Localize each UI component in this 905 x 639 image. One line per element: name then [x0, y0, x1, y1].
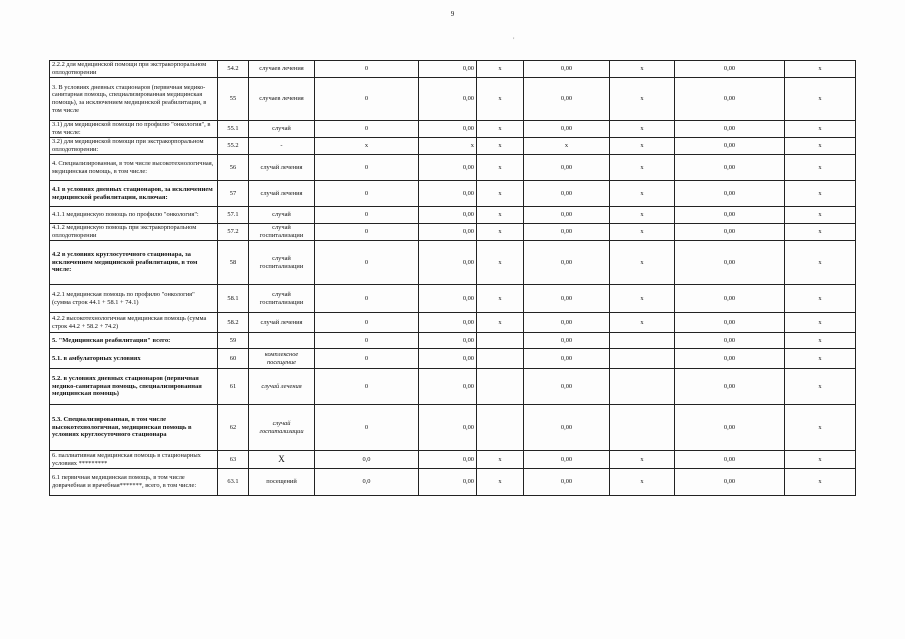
row-name: 4.2.1 медицинская помощь по профилю "онкология" (сумма строк 44.1 + 58.1 + 74.1): [50, 285, 218, 313]
row-value-6: 0,00: [675, 121, 785, 138]
row-value-4: 0,00: [524, 369, 610, 405]
row-name: 6. паллиативная медицинская помощь в стационарных условиях *********: [50, 451, 218, 469]
row-value-1: 0: [315, 349, 419, 369]
row-value-4: 0,00: [524, 405, 610, 451]
row-unit: случай лечения: [249, 155, 315, 181]
row-unit: случай госпитализации: [249, 224, 315, 241]
row-value-3: х: [477, 61, 524, 78]
row-value-1: 0: [315, 285, 419, 313]
row-value-3: х: [477, 78, 524, 121]
row-value-4: 0,00: [524, 285, 610, 313]
table-row: [50, 349, 856, 369]
row-unit: случай госпитализации: [249, 405, 315, 451]
row-name: 4. Специализированная, в том числе высокотехнологичная, медицинская помощь, в том числе:: [50, 155, 218, 181]
row-value-7: х: [785, 207, 856, 224]
row-value-5: х: [610, 469, 675, 496]
row-value-7: х: [785, 181, 856, 207]
row-value-2: 0,00: [419, 469, 477, 496]
row-value-2: 0,00: [419, 451, 477, 469]
row-code: 60: [218, 349, 249, 369]
row-name: 5.1. в амбулаторных условиях: [50, 349, 218, 369]
row-value-2: 0,00: [419, 155, 477, 181]
row-value-4: 0,00: [524, 121, 610, 138]
row-value-5: х: [610, 181, 675, 207]
row-code: 61: [218, 369, 249, 405]
row-unit: случай: [249, 121, 315, 138]
row-value-6: 0,00: [675, 313, 785, 333]
row-value-6: 0,00: [675, 469, 785, 496]
row-value-3: [477, 369, 524, 405]
row-value-1: 0: [315, 405, 419, 451]
row-value-6: 0,00: [675, 451, 785, 469]
row-code: 63.1: [218, 469, 249, 496]
table-row: [50, 405, 856, 451]
row-name: 4.2 в условиях круглосуточного стационара, за исключением медицинской реабилитации, в том числе:: [50, 241, 218, 285]
row-value-2: 0,00: [419, 121, 477, 138]
row-value-3: х: [477, 313, 524, 333]
row-value-4: 0,00: [524, 224, 610, 241]
row-value-6: 0,00: [675, 224, 785, 241]
row-value-3: [477, 333, 524, 349]
row-value-6: 0,00: [675, 207, 785, 224]
row-code: 57: [218, 181, 249, 207]
row-code: 54.2: [218, 61, 249, 78]
row-value-1: 0,0: [315, 451, 419, 469]
row-code: 58.2: [218, 313, 249, 333]
row-value-3: [477, 405, 524, 451]
row-code: 63: [218, 451, 249, 469]
row-value-5: х: [610, 207, 675, 224]
row-value-7: х: [785, 285, 856, 313]
row-value-7: х: [785, 61, 856, 78]
row-value-5: [610, 349, 675, 369]
row-value-2: 0,00: [419, 207, 477, 224]
row-value-7: х: [785, 405, 856, 451]
table-row: [50, 369, 856, 405]
row-value-6: 0,00: [675, 405, 785, 451]
row-value-1: 0: [315, 224, 419, 241]
row-value-7: х: [785, 121, 856, 138]
row-value-1: 0,0: [315, 469, 419, 496]
row-value-4: 0,00: [524, 313, 610, 333]
row-value-2: 0,00: [419, 349, 477, 369]
row-value-6: 0,00: [675, 285, 785, 313]
row-value-6: 0,00: [675, 61, 785, 78]
row-value-2: 0,00: [419, 405, 477, 451]
row-unit: случай госпитализации: [249, 241, 315, 285]
row-value-2: 0,00: [419, 313, 477, 333]
row-value-3: х: [477, 241, 524, 285]
row-value-3: х: [477, 224, 524, 241]
row-value-5: [610, 369, 675, 405]
page-number: 9: [450, 10, 455, 18]
row-value-5: х: [610, 313, 675, 333]
row-value-7: х: [785, 333, 856, 349]
row-code: 55.1: [218, 121, 249, 138]
row-value-6: 0,00: [675, 155, 785, 181]
row-name: 4.1.2 медицинскую помощь при экстракорпоральном оплодотворении: [50, 224, 218, 241]
row-value-4: х: [524, 138, 610, 155]
row-value-4: 0,00: [524, 61, 610, 78]
row-value-2: х: [419, 138, 477, 155]
row-value-2: 0,00: [419, 78, 477, 121]
row-unit: случай госпитализации: [249, 285, 315, 313]
row-unit: случаев лечения: [249, 61, 315, 78]
row-value-3: х: [477, 138, 524, 155]
row-name: 4.2.2 высокотехнологичная медицинская помощь (сумма строк 44.2 + 58.2 + 74.2): [50, 313, 218, 333]
scan-mark: ,: [513, 34, 515, 40]
row-value-2: 0,00: [419, 181, 477, 207]
row-value-7: х: [785, 369, 856, 405]
row-value-4: 0,00: [524, 451, 610, 469]
row-value-5: х: [610, 241, 675, 285]
row-code: 56: [218, 155, 249, 181]
row-value-3: х: [477, 155, 524, 181]
row-value-1: 0: [315, 241, 419, 285]
row-value-2: 0,00: [419, 369, 477, 405]
row-value-2: 0,00: [419, 61, 477, 78]
row-value-7: х: [785, 349, 856, 369]
table-row: [50, 181, 856, 207]
row-code: 62: [218, 405, 249, 451]
row-value-3: х: [477, 469, 524, 496]
row-unit: комплексное посещение: [249, 349, 315, 369]
row-value-5: х: [610, 155, 675, 181]
row-unit: случаев лечения: [249, 78, 315, 121]
table-row: [50, 313, 856, 333]
row-name: 4.1 в условиях дневных стационаров, за исключением медицинской реабилитации, включая:: [50, 181, 218, 207]
row-value-3: х: [477, 121, 524, 138]
row-value-6: 0,00: [675, 138, 785, 155]
row-name: 5.3. Специализированная, в том числе высокотехнологичная, медицинская помощь в условиях круглосуточного стационара: [50, 405, 218, 451]
row-value-6: 0,00: [675, 241, 785, 285]
row-value-1: х: [315, 138, 419, 155]
row-name: 3.1) для медицинской помощи по профилю "онкология", в том числе:: [50, 121, 218, 138]
row-name: 3. В условиях дневных стационаров (первичная медико-санитарная помощь, специализированная медицинская помощь), за исключением медицинской реабилитации, в том числе: [50, 78, 218, 121]
row-value-5: х: [610, 451, 675, 469]
row-value-5: [610, 405, 675, 451]
row-value-1: 0: [315, 369, 419, 405]
row-unit: случай лечения: [249, 369, 315, 405]
row-value-1: 0: [315, 121, 419, 138]
row-value-1: 0: [315, 207, 419, 224]
row-value-3: [477, 349, 524, 369]
row-value-6: 0,00: [675, 181, 785, 207]
row-value-3: х: [477, 451, 524, 469]
row-value-4: 0,00: [524, 78, 610, 121]
row-value-6: 0,00: [675, 333, 785, 349]
row-value-7: х: [785, 313, 856, 333]
row-unit: случай лечения: [249, 313, 315, 333]
row-value-4: 0,00: [524, 207, 610, 224]
row-value-6: 0,00: [675, 349, 785, 369]
row-value-5: [610, 333, 675, 349]
row-value-1: 0: [315, 61, 419, 78]
row-code: 55: [218, 78, 249, 121]
row-code: 57.1: [218, 207, 249, 224]
row-value-4: 0,00: [524, 241, 610, 285]
row-unit: -: [249, 138, 315, 155]
row-value-1: 0: [315, 313, 419, 333]
row-value-7: х: [785, 451, 856, 469]
row-code: 59: [218, 333, 249, 349]
row-value-5: х: [610, 78, 675, 121]
row-value-2: 0,00: [419, 285, 477, 313]
row-name: 4.1.1 медицинскую помощь по профилю "онкология":: [50, 207, 218, 224]
table-row: [50, 138, 856, 155]
row-name: 5.2. в условиях дневных стационаров (первичная медико-санитарная помощь, специализированная медицинская помощь): [50, 369, 218, 405]
row-unit: Х: [249, 451, 315, 469]
row-value-5: х: [610, 61, 675, 78]
table-row: [50, 469, 856, 496]
row-name: 5. "Медицинская реабилитация" всего:: [50, 333, 218, 349]
row-value-7: х: [785, 469, 856, 496]
row-value-3: х: [477, 285, 524, 313]
row-unit: случай: [249, 207, 315, 224]
row-value-2: 0,00: [419, 333, 477, 349]
row-code: 57.2: [218, 224, 249, 241]
table-row: [50, 241, 856, 285]
table-row: [50, 451, 856, 469]
table-row: [50, 285, 856, 313]
row-value-4: 0,00: [524, 469, 610, 496]
row-value-4: 0,00: [524, 333, 610, 349]
row-value-3: х: [477, 207, 524, 224]
table-row: [50, 121, 856, 138]
row-value-4: 0,00: [524, 181, 610, 207]
row-value-5: х: [610, 121, 675, 138]
row-value-7: х: [785, 78, 856, 121]
row-value-7: х: [785, 155, 856, 181]
table-row: [50, 78, 856, 121]
table-row: [50, 207, 856, 224]
row-value-4: 0,00: [524, 155, 610, 181]
row-name: 3.2) для медицинской помощи при экстракорпоральном оплодотворении:: [50, 138, 218, 155]
row-value-7: х: [785, 241, 856, 285]
row-value-1: 0: [315, 333, 419, 349]
row-value-1: 0: [315, 155, 419, 181]
row-value-1: 0: [315, 181, 419, 207]
row-value-3: х: [477, 181, 524, 207]
row-unit: [249, 333, 315, 349]
row-value-5: х: [610, 138, 675, 155]
table-row: [50, 333, 856, 349]
row-code: 58.1: [218, 285, 249, 313]
table-row: [50, 61, 856, 78]
row-value-6: 0,00: [675, 369, 785, 405]
row-value-5: х: [610, 224, 675, 241]
row-unit: случай лечения: [249, 181, 315, 207]
row-value-6: 0,00: [675, 78, 785, 121]
row-code: 58: [218, 241, 249, 285]
row-value-5: х: [610, 285, 675, 313]
table-row: [50, 155, 856, 181]
row-value-7: х: [785, 138, 856, 155]
table-row: [50, 224, 856, 241]
row-value-4: 0,00: [524, 349, 610, 369]
report-table: [49, 60, 856, 496]
row-value-2: 0,00: [419, 241, 477, 285]
row-unit: посещений: [249, 469, 315, 496]
row-value-1: 0: [315, 78, 419, 121]
row-code: 55.2: [218, 138, 249, 155]
row-value-2: 0,00: [419, 224, 477, 241]
row-value-7: х: [785, 224, 856, 241]
row-name: 2.2.2 для медицинской помощи при экстракорпоральном оплодотворении: [50, 61, 218, 78]
row-name: 6.1 первичная медицинская помощь, в том числе доврачебная и врачебная*******, всего, в том числе:: [50, 469, 218, 496]
